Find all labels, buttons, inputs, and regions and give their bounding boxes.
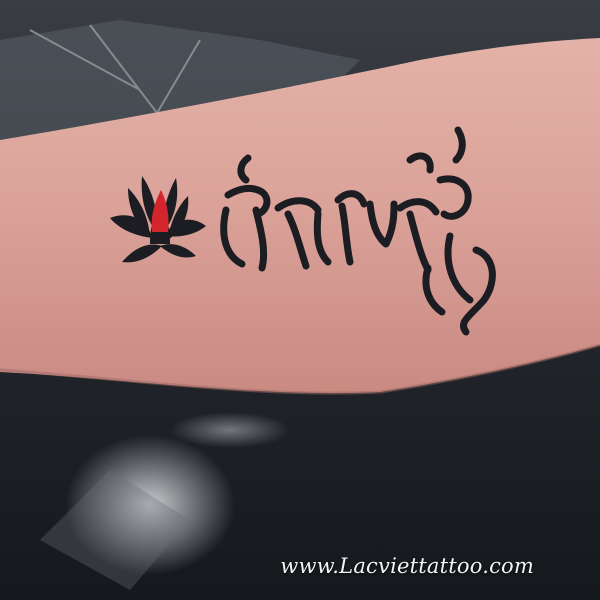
watermark-url: www.Lacviettattoo.com [280, 554, 534, 578]
